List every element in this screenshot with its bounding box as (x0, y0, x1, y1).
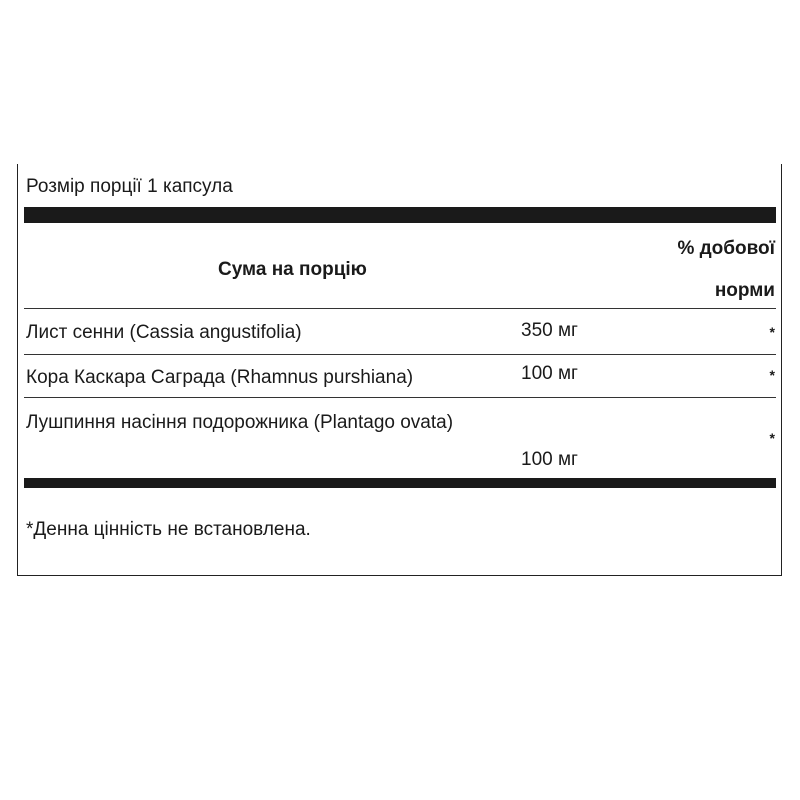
footnote: *Денна цінність не встановлена. (26, 519, 311, 540)
ingredient-name: Кора Каскара Саграда (Rhamnus purshiana) (26, 367, 414, 388)
serving-size: Розмір порції 1 капсула (26, 176, 233, 197)
amount-per-serving-header: Сума на порцію (218, 259, 367, 280)
top-thick-divider (24, 207, 776, 223)
ingredient-amount: 100 мг (521, 363, 578, 384)
daily-value-marker: * (769, 430, 775, 446)
row-divider (24, 354, 776, 355)
ingredient-amount: 350 мг (521, 320, 578, 341)
daily-value-marker: * (769, 367, 775, 383)
daily-value-marker: * (769, 324, 775, 340)
header-divider (24, 308, 776, 309)
daily-value-header-line2: норми (714, 280, 775, 301)
supplement-facts-panel (17, 164, 782, 576)
ingredient-amount: 100 мг (521, 449, 578, 470)
ingredient-name: Лушпиння насіння подорожника (Plantago ovata) (26, 412, 454, 433)
daily-value-header-line1: % добової (677, 238, 775, 259)
bottom-thick-divider (24, 478, 776, 488)
row-divider (24, 397, 776, 398)
ingredient-name: Лист сенни (Cassia angustifolia) (26, 322, 302, 343)
